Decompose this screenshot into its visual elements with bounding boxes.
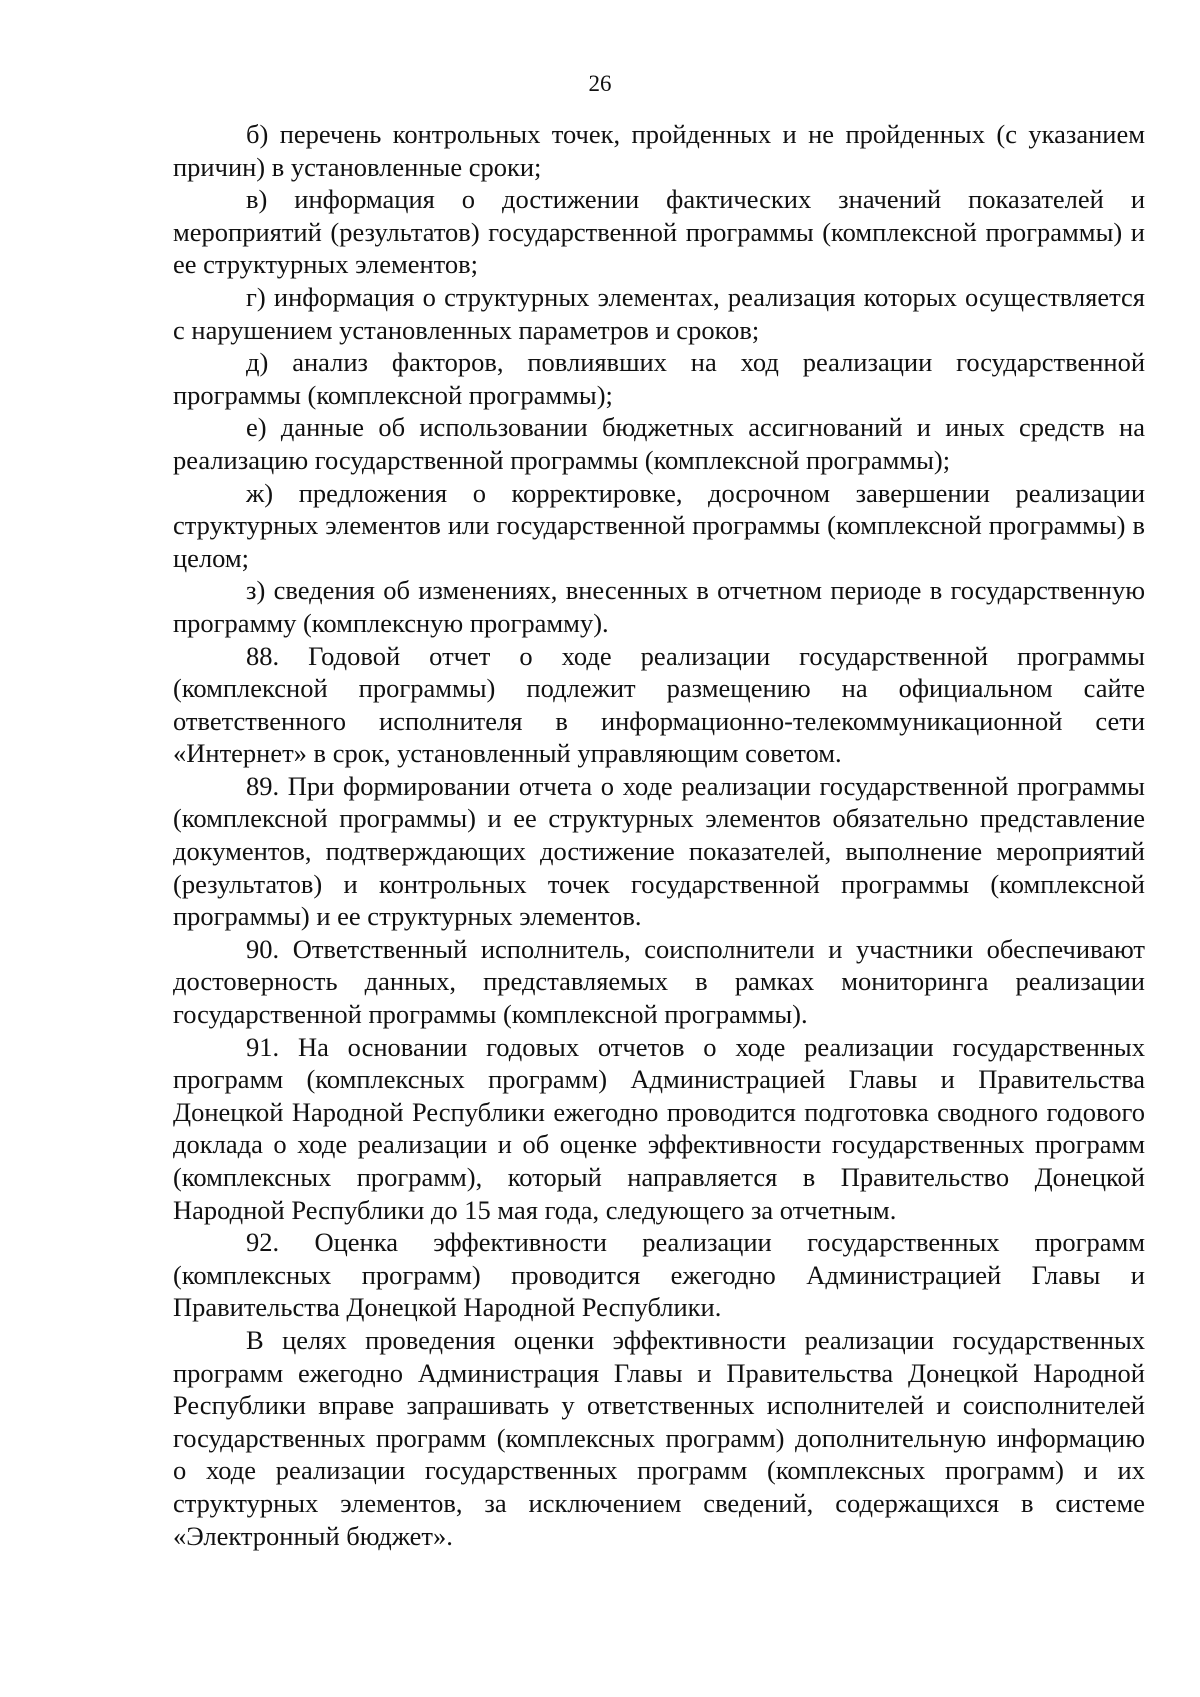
paragraph-g: г) информация о структурных элементах, реализация которых осуществляется с нарушением установленных параметров и сроков; — [173, 281, 1145, 345]
paragraph-88: 88. Годовой отчет о ходе реализации государственной программы (комплексной программы) подлежит размещению на официальном сайте ответственного исполнителя в информационно-телекоммуникационной сети «Интернет» в срок, установленный управляющим советом. — [173, 640, 1145, 769]
paragraph-z: з) сведения об изменениях, внесенных в отчетном периоде в государственную программу (комплексную программу). — [173, 575, 1145, 638]
paragraph-b: б) перечень контрольных точек, пройденных и не пройденных (с указанием причин) в установленные сроки; — [173, 119, 1145, 182]
document-body — [173, 118, 1145, 1552]
paragraph-89: 89. При формировании отчета о ходе реализации государственной программы (комплексной программы) и ее структурных элементов обязательно представление документов, подтверждающих достижение показателей, выполнение мероприятий (результатов) и контрольных точек государственной программы (комплексной программы) и ее структурных элементов. — [173, 770, 1145, 932]
paragraph-e: е) данные об использовании бюджетных ассигнований и иных средств на реализацию государственной программы (комплексной программы); — [173, 412, 1145, 475]
paragraph-92: 92. Оценка эффективности реализации государственных программ (комплексных программ) проводится ежегодно Администрацией Главы и Правительства Донецкой Народной Республики. — [173, 1227, 1145, 1323]
paragraph-zh: ж) предложения о корректировке, досрочном завершении реализации структурных элементов или государственной программы (комплексной программы) в целом; — [173, 477, 1145, 573]
paragraph-92-continued: В целях проведения оценки эффективности реализации государственных программ ежегодно Администрация Главы и Правительства Донецкой Народной Республики вправе запрашивать у ответственных исполнителей и соисполнителей государственных программ (комплексных программ) дополнительную информацию о ходе реализации государственных программ (комплексных программ) и их структурных элементов, за исключением сведений, содержащихся в системе «Электронный бюджет». — [173, 1324, 1145, 1551]
paragraph-v: в) информация о достижении фактических значений показателей и мероприятий (результатов) государственной программы (комплексной программы) и ее структурных элементов; — [173, 184, 1145, 280]
page-number: 26 — [588, 71, 612, 96]
paragraph-d: д) анализ факторов, повлиявших на ход реализации государственной программы (комплексной программы); — [173, 347, 1145, 410]
paragraph-90: 90. Ответственный исполнитель, соисполнители и участники обеспечивают достоверность данных, представляемых в рамках мониторинга реализации государственной программы (комплексной программы). — [173, 933, 1145, 1030]
paragraph-91: 91. На основании годовых отчетов о ходе реализации государственных программ (комплексных программ) Администрацией Главы и Правительства Донецкой Народной Республики ежегодно проводится подготовка сводного годового доклада о ходе реализации и об оценке эффективности государственных программ (комплексных программ), который направляется в Правительство Донецкой Народной Республики до 15 мая года, следующего за отчетным. — [173, 1031, 1145, 1225]
